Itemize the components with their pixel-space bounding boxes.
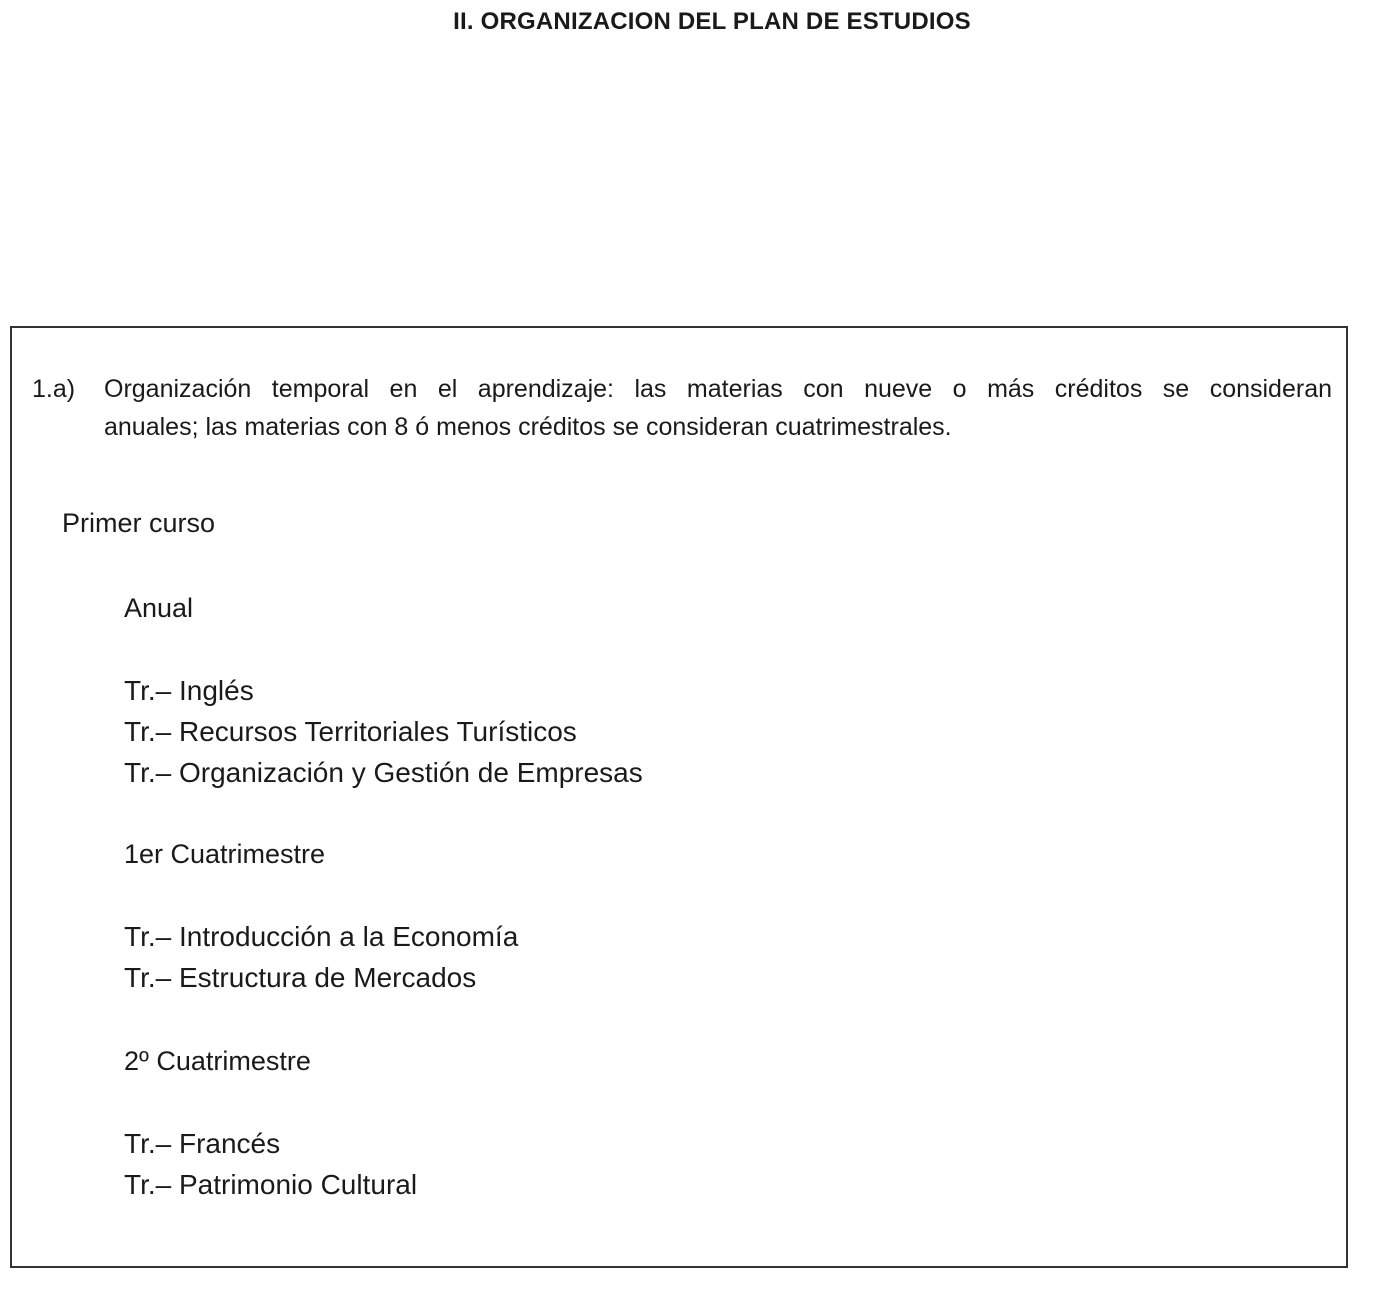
subject-item: Tr.– Inglés	[124, 675, 254, 706]
intro-line-2: anuales; las materias con 8 ó menos créditos se consideran cuatrimestrales.	[104, 413, 952, 441]
group-anual	[124, 588, 643, 793]
group-header: Anual	[124, 593, 194, 623]
subject-item: Tr.– Estructura de Mercados	[124, 962, 477, 993]
subject-list	[124, 670, 643, 793]
intro-paragraph	[32, 370, 1332, 446]
subject-list	[124, 1123, 417, 1205]
subject-item: Tr.– Patrimonio Cultural	[124, 1169, 418, 1200]
group-1er-cuatrimestre	[124, 834, 518, 998]
subject-item: Tr.– Organización y Gestión de Empresas	[124, 757, 643, 788]
subject-item: Tr.– Francés	[124, 1128, 281, 1159]
group-header: 1er Cuatrimestre	[124, 839, 326, 869]
content-box	[10, 326, 1348, 1268]
section-number: 1.a)	[32, 375, 76, 403]
subject-item: Tr.– Recursos Territoriales Turísticos	[124, 716, 577, 747]
page-title: II. ORGANIZACION DEL PLAN DE ESTUDIOS	[453, 8, 971, 35]
group-2o-cuatrimestre	[124, 1041, 417, 1205]
intro-first-row	[32, 370, 1332, 408]
subject-item: Tr.– Introducción a la Economía	[124, 921, 519, 952]
subject-list	[124, 916, 518, 998]
group-header: 2º Cuatrimestre	[124, 1046, 311, 1076]
course-title: Primer curso	[62, 508, 216, 538]
intro-line-1: Organización temporal en el aprendizaje: las materias con nueve o más créditos se consideran	[104, 375, 1332, 403]
